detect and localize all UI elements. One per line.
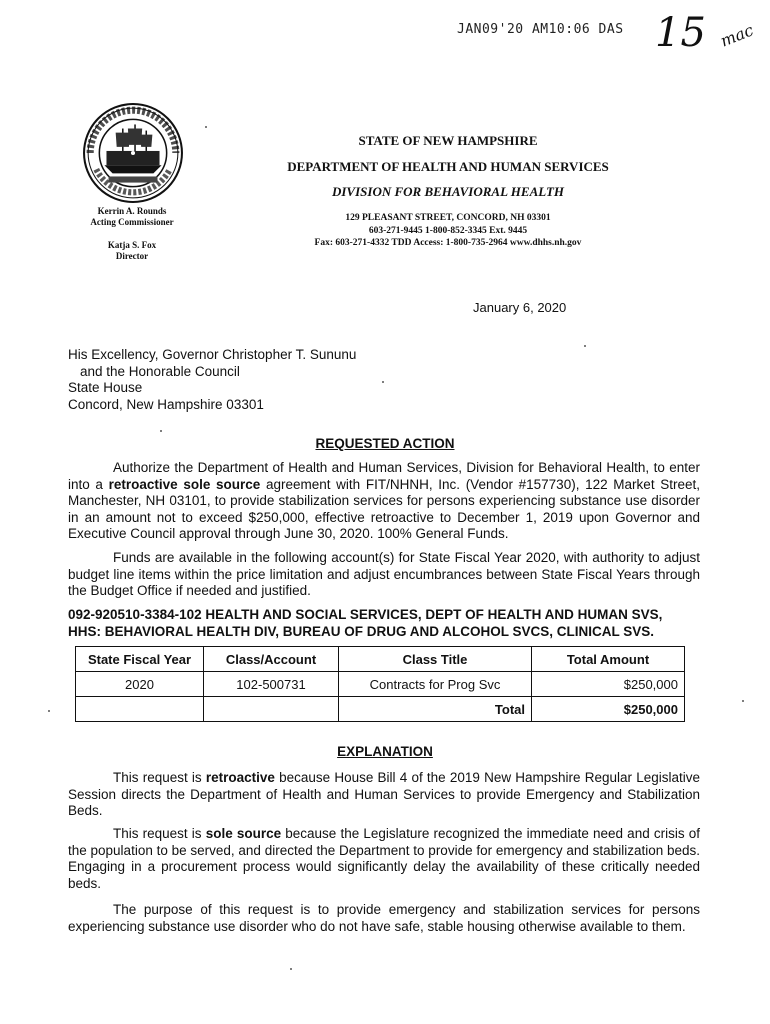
scan-speck [382,381,384,383]
commissioner-title: Acting Commissioner [90,217,174,227]
letterhead-phones: 603-271-9445 1-800-852-3345 Ext. 9445 [368,226,528,236]
letterhead-address: 129 PLEASANT STREET, CONCORD, NH 03301 [345,213,551,223]
table-cell [204,697,339,722]
table-cell: 102-500731 [204,672,339,697]
handwritten-number: 15 [655,10,706,56]
explanation-paragraph: The purpose of this request is to provide emergency and stabilization services for persons experiencing substance use disorder who do not have safe, stable housing otherwise available to them. [68,902,700,934]
scan-speck [584,345,586,347]
director-name: Katja S. Fox [107,240,157,250]
scan-speck [290,968,292,970]
handwritten-initials: mac [717,20,757,51]
letterhead-state: STATE OF NEW HAMPSHIRE [358,133,538,148]
table-total-row [76,697,685,722]
table-header: State Fiscal Year [76,647,204,672]
state-seal-icon [82,102,184,204]
table-header: Class Title [339,647,532,672]
letterhead-fax-line: Fax: 603-271-4332 TDD Access: 1-800-735-2964 www.dhhs.nh.gov [314,238,582,248]
addressee-line: Concord, New Hampshire 03301 [68,396,264,412]
total-value: $250,000 [532,697,685,722]
table-cell: 2020 [76,672,204,697]
addressee-line: and the Honorable Council [80,363,240,379]
table-cell: $250,000 [532,672,685,697]
funding-paragraph: Funds are available in the following account(s) for State Fiscal Year 2020, with authority to adjust budget line items within the price limitation and adjust encumbrances between State Fiscal Years through the Budget Office if needed and justified. [68,550,700,598]
director-title: Director [115,251,149,261]
letterhead-division: DIVISION FOR BEHAVIORAL HEALTH [331,184,564,199]
requested-action-heading: REQUESTED ACTION [315,436,455,451]
scan-speck [742,700,744,702]
explanation-paragraph: This request is sole source because the Legislature recognized the immediate need and crisis of the population to be served, and directed the Department to provide for emergency and stabilization beds. Engaging in a procurement process would significantly delay the availability of these critically needed beds. [68,826,700,891]
commissioner-name: Kerrin A. Rounds [97,206,167,216]
account-line: 092-920510-3384-102 HEALTH AND SOCIAL SERVICES, DEPT OF HEALTH AND HUMAN SVS, HHS: BEHAVIORAL HEALTH DIV, BUREAU OF DRUG AND ALCOHOL SVCS, CLINICAL SVS. [68,607,663,639]
table-cell [76,697,204,722]
director-block [62,240,202,262]
requested-action-paragraph: Authorize the Department of Health and Human Services, Division for Behavioral Health, to enter into a retroactive sole source agreement with FIT/NHNH, Inc. (Vendor #157730), 122 Market Street, Manchester, NH 03101, to provide stabilization services for persons experiencing substance use disorder in an amount not to exceed $250,000, effective retroactive to December 1, 2019 upon Governor and Executive Council approval through June 30, 2020. 100% General Funds. [68,460,701,541]
addressee-block [68,347,356,413]
scan-speck [160,430,162,432]
total-label: Total [339,697,532,722]
table-header: Class/Account [204,647,339,672]
addressee-line: His Excellency, Governor Christopher T. Sununu [68,347,357,362]
funding-table [75,646,685,722]
addressee-line: State House [68,380,143,395]
table-row [76,672,685,697]
explanation-paragraph: This request is retroactive because House Bill 4 of the 2019 New Hampshire Regular Legislative Session directs the Department of Health and Human Services to provide Emergency and Stabilization Beds. [68,770,700,818]
letter-date: January 6, 2020 [473,300,567,315]
explanation-heading: EXPLANATION [337,744,433,759]
scan-speck [205,126,207,128]
commissioner-block [62,206,202,228]
table-header: Total Amount [532,647,685,672]
table-header-row [76,647,685,672]
table-cell: Contracts for Prog Svc [339,672,532,697]
scan-speck [48,710,50,712]
letterhead-department: DEPARTMENT OF HEALTH AND HUMAN SERVICES [287,159,609,174]
received-stamp: JAN09'20 AM10:06 DAS [457,22,624,37]
